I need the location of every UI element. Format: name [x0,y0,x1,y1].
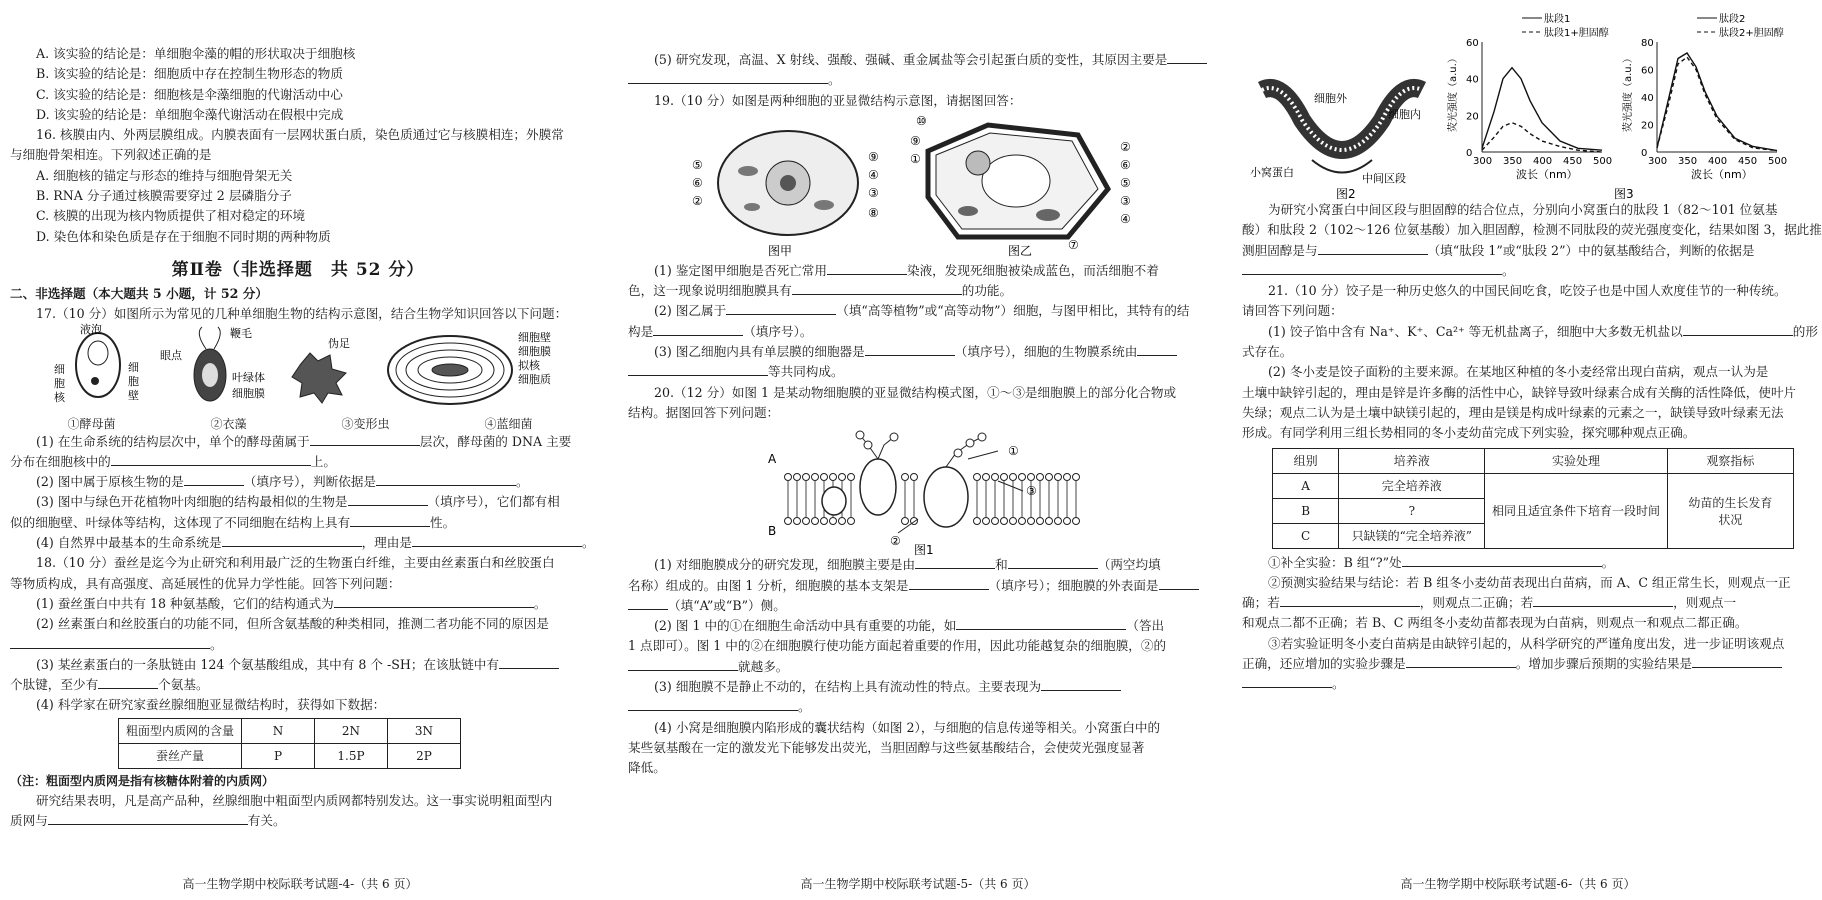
answer-blank[interactable] [1242,262,1502,275]
phospholipid-head [1055,474,1062,481]
caption-cyanobacteria: ④蓝细菌 [484,416,533,431]
answer-blank[interactable] [628,658,738,671]
phospholipid-head [839,474,846,481]
q21-s3-line-2: 正确，还应增加的实验步骤是 。增加步骤后预期的实验结果是 [1242,654,1794,674]
phospholipid-head [902,474,909,481]
q21-1-line-1: (1) 饺子馅中含有 Na⁺、K⁺、Ca²⁺ 等无机盐离子，细胞中大多数无机盐以 的形 [1268,323,1818,339]
q20-stem-2: 结构。据图回答下列问题： [628,404,780,420]
phospholipid-head [902,518,909,525]
table-cell: 1.5P [315,743,388,768]
table-row [119,718,461,743]
q18-conclusion-2: 质网与 有关。 [10,813,286,829]
answer-blank[interactable] [184,473,244,486]
inside-label: 细胞内 [1388,108,1421,121]
q18-1: (1) 蚕丝蛋白中共有 18 种氨基酸，它们的结构通式为 。 [36,595,547,611]
phospholipid-head [1028,474,1035,481]
fluorescence-chart-svg [1442,10,1792,200]
q20-3-line-1: (3) 细胞膜不是静止不动的，在结构上具有流动性的特点。主要表现为 [628,677,1204,697]
q16-option-c: C. 核膜的出现为核内物质提供了相对稳定的环境 [36,208,306,224]
phospholipid-head [1046,518,1053,525]
q20-3-line-2: 。 [628,697,1204,717]
phospholipid-head [1055,518,1062,525]
answer-blank[interactable] [111,453,311,466]
q17-1-line-1: (1) 在生命系统的结构层次中，单个的酵母菌属于 层次，酵母菌的 DNA 主要 [36,433,572,449]
mark-3-left: ③ [868,185,879,200]
phospholipid-head [1019,474,1026,481]
legend-label: 肽段2+胆固醇 [1719,28,1784,39]
answer-blank[interactable] [1402,554,1602,567]
y-tick-label: 40 [1466,74,1479,86]
y-tick-label: 0 [1641,148,1648,159]
q18-data-table [118,718,461,769]
mark-5-right: ⑤ [1120,175,1131,190]
q21-2-line-3: 失绿；观点二认为是土壤中缺镁引起的，理由是镁是构成叶绿素的元素之一，缺镁导致叶绿素无法 [1242,404,1784,420]
flagellum-label: 鞭毛 [230,326,252,340]
cyano-cytoplasm-label: 细胞质 [518,372,551,386]
mark-4-right: ④ [1120,211,1131,226]
y-tick-label: 0 [1466,148,1473,159]
outside-label: 细胞外 [1314,92,1347,105]
caption-amoeba: ③变形虫 [341,416,390,431]
answer-blank[interactable] [726,302,836,315]
y-tick-label: 40 [1641,93,1654,104]
section-subtitle: 二、非选择题（本大题共 5 小题，计 52 分） [10,285,268,301]
answer-blank[interactable] [10,636,210,649]
answer-blank[interactable] [1008,556,1098,569]
wall-label-1: 细 [128,360,139,374]
table-cell: P [242,743,315,768]
q16-stem-1: 16. 核膜由内、外两层膜组成。内膜表面有一层网状蛋白质，染色质通过它与核膜相连；外膜常 [36,127,564,143]
phospholipid-head [803,518,810,525]
answer-blank[interactable] [1533,594,1673,607]
answer-blank[interactable] [792,282,962,295]
q20-2-line-3: 就越多。 [628,657,1204,677]
table-header-cell: 组别 [1273,448,1339,473]
mark-1-right: ① [910,151,921,166]
q18-4: (4) 科学家在研究家蚕丝腺细胞亚显微结构时，获得如下数据： [36,697,386,713]
answer-blank[interactable] [827,262,907,275]
phospholipid-head [1064,474,1071,481]
eyespot-label: 眼点 [160,348,182,362]
phospholipid-head [1046,474,1053,481]
q19-1-line-1: (1) 鉴定图甲细胞是否死亡常用 染液，发现死细胞被染成蓝色，而活细胞不着 [654,262,1159,278]
q18-stem-1: 18.（10 分）蚕丝是迄今为止研究和利用最广泛的生物蛋白纤维，主要由丝素蛋白和丝胶蛋白 [36,555,555,571]
wall-label-2: 胞 [128,374,139,388]
chart-peptide-1 [1446,12,1612,181]
y-tick-label: 60 [1641,65,1654,77]
page-footer: 高一生物学期中校际联考试题-6-（共 6 页） [1400,877,1636,891]
figure-1-caption: 图1 [914,543,934,558]
q21-s3-line-3: 。 [1242,674,1794,694]
x-tick-label: 400 [1708,156,1728,167]
q16-option-b: B. RNA 分子通过核膜需要穿过 2 层磷脂分子 [36,188,292,204]
mark-10-right: ⑩ [916,113,927,128]
q21-s3-line-1: ③若实验证明冬小麦白苗病是由缺锌引起的，从科学研究的严谨角度出发，进一步证明该观点 [1268,635,1785,651]
x-tick-label: 500 [1593,156,1613,167]
answer-blank[interactable] [1318,242,1428,255]
q16-stem-2: 与细胞骨架相连。下列叙述正确的是 [10,147,212,163]
mark-6-left: ⑥ [692,175,703,190]
series-line-1 [1657,53,1777,151]
answer-blank[interactable] [1137,343,1177,356]
side-b-label: B [768,524,777,539]
middle-segment-label: 中间区段 [1362,172,1406,185]
q20-4-line-2: 某些氨基酸在一定的激发光下能够发出荧光，当胆固醇与这些氨基酸结合，会使荧光强度显著 [628,739,1145,755]
answer-blank[interactable] [222,534,362,547]
exam-page-5 [618,0,1218,900]
q21-2-line-4: 形成。有同学利用三组长势相同的冬小麦幼苗完成下列实验，探究哪种观点正确。 [1242,425,1696,441]
answer-blank[interactable] [334,595,534,608]
caveolin-label: 小窝蛋白 [1250,166,1294,179]
figures-row [1242,10,1794,200]
answer-blank[interactable] [1242,675,1332,688]
q21-stem-1: 21.（10 分）饺子是一种历史悠久的中国民间吃食，吃饺子也是中国人欢度佳节的一种传统。 [1268,283,1787,299]
phospholipid-head [1001,474,1008,481]
table-cell: B [1273,498,1339,523]
x-tick-label: 350 [1503,156,1523,167]
answer-blank[interactable] [1683,323,1793,336]
x-tick-label: 450 [1738,156,1758,167]
chloroplast-label: 叶绿体 [232,370,265,384]
answer-blank[interactable] [1041,678,1121,691]
table-header-cell: 实验处理 [1485,448,1667,473]
q18-3-line-1: (3) 某丝素蛋白的一条肽链由 124 个氨基酸组成，其中有 8 个 -SH；在该肽链中有 [10,655,586,675]
structure-mark-3: ③ [1026,484,1037,499]
q20-1-line-3: （填“A”或“B”）侧。 [628,596,1204,616]
phospholipid-head [1064,518,1071,525]
page-footer: 高一生物学期中校际联考试题-5-（共 6 页） [800,877,1036,891]
mark-3-right: ③ [1120,193,1131,208]
q18-conclusion-1: 研究结果表明，凡是高产品种，丝腺细胞中粗面型内质网都特别发达。这一事实说明粗面型内 [36,793,553,809]
y-tick-label: 20 [1466,111,1479,123]
q16-option-d: D. 染色体和染色质是存在于细胞不同时期的两种物质 [36,228,331,244]
answer-blank[interactable] [909,577,989,590]
q19-figure [628,111,1204,261]
q21-stem-2: 请回答下列问题： [1242,303,1343,319]
exam-page-4 [0,0,600,900]
q17-cells-svg [10,322,590,415]
q21-2-line-2: 土壤中缺锌引起的，理由是锌是许多酶的活性中心，缺锌导致叶绿素合成有关酶的活性降低，使叶片 [1242,384,1797,400]
q20-4-line-3: 降低。 [628,760,666,776]
legend-label: 肽段1+胆固醇 [1544,28,1609,39]
chart-peptide-2 [1621,12,1787,181]
q20-1-line-1: (1) 对细胞膜成分的研究发现，细胞膜主要是由 和 （两空均填 [654,557,1161,573]
membrane-svg [628,423,1208,558]
cyano-wall-label: 细胞壁 [518,330,551,344]
x-tick-label: 500 [1768,156,1788,167]
phospholipid-head [1019,518,1026,525]
mark-2-right: ② [1120,139,1131,154]
figure-3-caption: 图3 [1614,187,1634,201]
phospholipid-head [794,474,801,481]
y-tick-label: 80 [1641,38,1654,49]
q19-cells-svg [628,111,1208,261]
structure-mark-2: ② [890,534,901,549]
q17-3-line-1: (3) 图中与绿色开花植物叶肉细胞的结构最相似的生物是 （填序号），它们都有相 [36,494,560,510]
exam-page-6 [1234,0,1822,900]
page-footer: 高一生物学期中校际联考试题-4-（共 6 页） [182,877,418,891]
nucleus-label-2: 胞 [54,376,65,390]
y-axis-label: 荧光强度（a.u.） [1623,53,1634,132]
table-header-row [1273,448,1794,473]
mark-8-left: ⑧ [868,205,879,220]
pseudopod-label: 伪足 [328,336,350,350]
structure-mark-1: ① [1008,444,1019,459]
table-cell: 2P [388,743,461,768]
phospholipid-head [1073,518,1080,525]
table-cell-treatment: 相同且适宜条件下培育一段时间 [1485,473,1667,548]
x-axis-label: 波长（nm） [1691,168,1753,181]
x-tick-label: 400 [1533,156,1553,167]
phospholipid-head [983,474,990,481]
q20-stem-1: 20.（12 分）如图 1 是某动物细胞膜的亚显微结构模式图，①～③是细胞膜上的部分化合物或 [654,384,1177,400]
phospholipid-head [830,474,837,481]
cyano-membrane-label: 细胞膜 [518,344,551,358]
q20-5-line-3: 测胆固醇是与 （填“肽段 1”或“肽段 2”）中的氨基酸结合，判断的依据是 [1242,242,1755,258]
mark-7-right: ⑦ [1068,237,1079,252]
nucleus-label-1: 细 [54,362,65,376]
nucleus-label-3: 核 [54,390,65,404]
caption-figure-a: 图甲 [768,243,793,258]
q18-2-line-1: (2) 丝素蛋白和丝胶蛋白的功能不同，但所含氨基酸的种类相同，推测二者功能不同的原因是 [36,616,549,632]
q17-stem: 17.（10 分）如图所示为常见的几种单细胞生物的结构示意图，结合生物学知识回答以下问题： [36,306,568,322]
q20-4-line-1: (4) 小窝是细胞膜内陷形成的囊状结构（如图 2），与细胞的信息传递等相关。小窝蛋白中的 [654,719,1161,735]
caveola-svg [1242,10,1442,200]
answer-blank[interactable] [48,812,248,825]
q17-3-line-2: 似的细胞壁、叶绿体等结构，这体现了不同细胞在结构上具有 性。 [10,514,456,530]
phospholipid-head [848,474,855,481]
y-tick-label: 60 [1466,38,1479,49]
table-cell: ? [1339,498,1485,523]
phospholipid-head [983,518,990,525]
y-tick-label: 20 [1641,120,1654,132]
phospholipid-head [1010,518,1017,525]
q15-option-c: C. 该实验的结论是：细胞核是伞藻细胞的代谢活动中心 [36,86,343,102]
q15-option-b: B. 该实验的结论是：细胞质中存在控制生物形态的物质 [36,66,343,82]
table-cell: N [242,718,315,743]
phospholipid-head [812,474,819,481]
q17-2: (2) 图中属于原核生物的是 （填序号），判断依据是 。 [36,474,529,490]
q17-figure [10,322,586,415]
table-row [119,743,461,768]
answer-blank[interactable] [915,556,995,569]
table-cell: C [1273,523,1339,548]
wall-label-3: 壁 [128,388,139,402]
mark-9-left: ⑨ [868,149,879,164]
answer-blank[interactable] [865,343,955,356]
phospholipid-head [1001,518,1008,525]
caption-yeast: ①酵母菌 [67,416,116,431]
table-cell: 粗面型内质网的含量 [119,718,242,743]
phospholipid-head [848,518,855,525]
answer-blank[interactable] [1692,655,1782,668]
q19-3-line-1: (3) 图乙细胞内具有单层膜的细胞器是 （填序号），细胞的生物膜系统由 [628,342,1204,362]
answer-blank[interactable] [1159,577,1199,590]
answer-blank[interactable] [376,473,516,486]
phospholipid-head [992,518,999,525]
phospholipid-head [992,474,999,481]
table-row [1273,473,1794,498]
q17-4: (4) 自然界中最基本的生命系统是 ，理由是 。 [36,535,595,551]
answer-blank[interactable] [1167,51,1207,64]
x-tick-label: 350 [1678,156,1698,167]
membrane-label: 细胞膜 [232,386,265,400]
phospholipid-head [1037,474,1044,481]
q21-s2-line-3: 和观点二都不正确；若 B、C 两组冬小麦幼苗都表现为白苗病，则观点一和观点二都正确。 [1242,615,1748,631]
q19-stem: 19.（10 分）如图是两种细胞的亚显微结构示意图，请据图回答： [654,92,1022,108]
x-tick-label: 450 [1563,156,1583,167]
table-cell: 蚕丝产量 [119,743,242,768]
section-title: 第Ⅱ卷（非选择题 共 52 分） [171,259,425,280]
q18-3-line-2: 个肽键，至少有 个氨基。 [10,677,209,693]
answer-blank[interactable] [1406,655,1516,668]
answer-blank[interactable] [628,597,668,610]
answer-blank[interactable] [98,676,158,689]
legend-label: 肽段1 [1544,14,1571,25]
series-line-2 [1482,123,1602,152]
answer-blank[interactable] [1280,594,1420,607]
table-cell: 3N [388,718,461,743]
q20-1-line-2: 名称）组成的。由图 1 分析，细胞膜的基本支架是 （填序号）；细胞膜的外表面是 [628,576,1204,596]
caption-chlamydomonas: ②衣藻 [210,416,247,431]
mark-6-right: ⑥ [1120,157,1131,172]
phospholipid-head [821,474,828,481]
phospholipid-head [974,518,981,525]
mark-4-left: ④ [868,167,879,182]
q16-option-a: A. 细胞核的锚定与形态的维持与细胞骨架无关 [36,167,293,183]
caption-figure-b: 图乙 [1008,243,1033,258]
q17-figure-captions [20,415,580,432]
phospholipid-head [1010,474,1017,481]
answer-blank[interactable] [412,534,582,547]
q18-2-line-2: 。 [10,635,586,655]
q15-option-d: D. 该实验的结论是：单细胞伞藻代谢活动在假根中完成 [36,106,344,122]
table-cell: 完全培养液 [1339,473,1485,498]
table-cell: 只缺镁的“完全培养液” [1339,523,1485,548]
answer-blank[interactable] [628,71,828,84]
q20-5-line-2: 酸）和肽段 2（102～126 位氨基酸）加入胆固醇，检测不同肽段的荧光强度变化，结果如图 3，据此推 [1242,222,1822,238]
table-header-cell: 观察指标 [1667,448,1793,473]
q19-2-line-1: (2) 图乙属于 （填“高等植物”或“高等动物”）细胞，与图甲相比，其特有的结 [654,303,1190,319]
cyano-nucleoid-label: 拟核 [518,358,540,372]
table-cell: 2N [315,718,388,743]
answer-blank[interactable] [653,323,743,336]
q21-s2-line-1: ②预测实验结果与结论：若 B 组冬小麦幼苗表现出白苗病，而 A、C 组正常生长，则观点一正 [1268,574,1791,590]
phospholipid-head [974,474,981,481]
q15-option-a: A. 该实验的结论是：单细胞伞藻的帽的形状取决于细胞核 [36,46,356,61]
y-axis-label: 荧光强度（a.u.） [1448,53,1459,132]
q18-stem-2: 等物质构成，具有高强度、高延展性的优异力学性能。回答下列问题： [10,575,401,591]
q21-2-line-1: (2) 冬小麦是饺子面粉的主要来源。在某地区种植的冬小麦经常出现白苗病，观点一认为是 [1268,364,1769,380]
q20-2-line-1: (2) 图 1 中的①在细胞生命活动中具有重要的功能，如 （答出 [654,618,1165,634]
q21-s2-line-2: 确；若 ，则观点二正确；若 ，则观点一 [1242,595,1737,611]
mark-9-right: ⑨ [910,133,921,148]
q18-5-line-2: 。 [628,70,1204,90]
answer-blank[interactable] [348,493,428,506]
q19-2-line-2: 构是 （填序号）。 [628,323,813,339]
x-tick-label: 300 [1473,156,1493,167]
phospholipid-head [830,518,837,525]
q18-5-line-1: (5) 研究发现，高温、X 射线、强酸、强碱、重金属盐等会引起蛋白质的变性，其原因主要是 [628,50,1204,70]
q19-1-line-2: 色，这一现象说明细胞膜具有 的功能。 [628,283,1013,299]
phospholipid-head [839,518,846,525]
answer-blank[interactable] [310,433,420,446]
phospholipid-head [785,518,792,525]
phospholipid-head [1073,474,1080,481]
answer-blank[interactable] [499,656,559,669]
phospholipid-head [794,518,801,525]
series-line-1 [1482,68,1602,151]
q17-1-line-2: 分布在细胞核中的 上。 [10,453,336,469]
mark-5-left: ⑤ [692,157,703,172]
phospholipid-head [812,518,819,525]
q21-experiment-table [1272,448,1794,549]
legend-label: 肽段2 [1719,14,1746,25]
mark-2-left: ② [692,193,703,208]
q20-5-line-4: 。 [1242,261,1794,281]
phospholipid-head [821,518,828,525]
phospholipid-head [911,474,918,481]
side-a-label: A [768,452,777,467]
figure-3 [1442,10,1792,200]
phospholipid-head [1028,518,1035,525]
answer-blank[interactable] [956,617,1126,630]
answer-blank[interactable] [628,698,798,711]
q21-1-line-2: 式存在。 [1242,344,1293,360]
phospholipid-head [803,474,810,481]
q20-2-line-2: 1 点即可）。图 1 中的②在细胞膜行使功能方面起着重要的作用，因此功能越复杂的细胞膜，②的 [628,638,1167,654]
q18-note: （注：粗面型内质网是指有核糖体附着的内质网） [10,773,275,788]
table-header-cell: 培养液 [1339,448,1485,473]
phospholipid-head [785,474,792,481]
table-cell: A [1273,473,1339,498]
x-tick-label: 300 [1648,156,1668,167]
q21-s1: ①补全实验：B 组“?”处 。 [1268,554,1615,570]
x-axis-label: 波长（nm） [1516,168,1578,181]
answer-blank[interactable] [628,363,768,376]
figure-2-caption: 图2 [1336,187,1356,201]
q20-5-line-1: 为研究小窝蛋白中间区段与胆固醇的结合位点，分别向小窝蛋白的肽段 1（82～101 位氨基 [1268,202,1778,217]
q19-3-line-2: 等共同构成。 [628,362,1204,382]
table-cell-observe: 幼苗的生长发育 状况 [1667,473,1793,548]
q20-membrane-figure [628,423,1204,558]
phospholipid-head [1037,518,1044,525]
answer-blank[interactable] [350,514,430,527]
vacuole-label: 液泡 [80,322,102,336]
figure-2 [1242,10,1442,200]
